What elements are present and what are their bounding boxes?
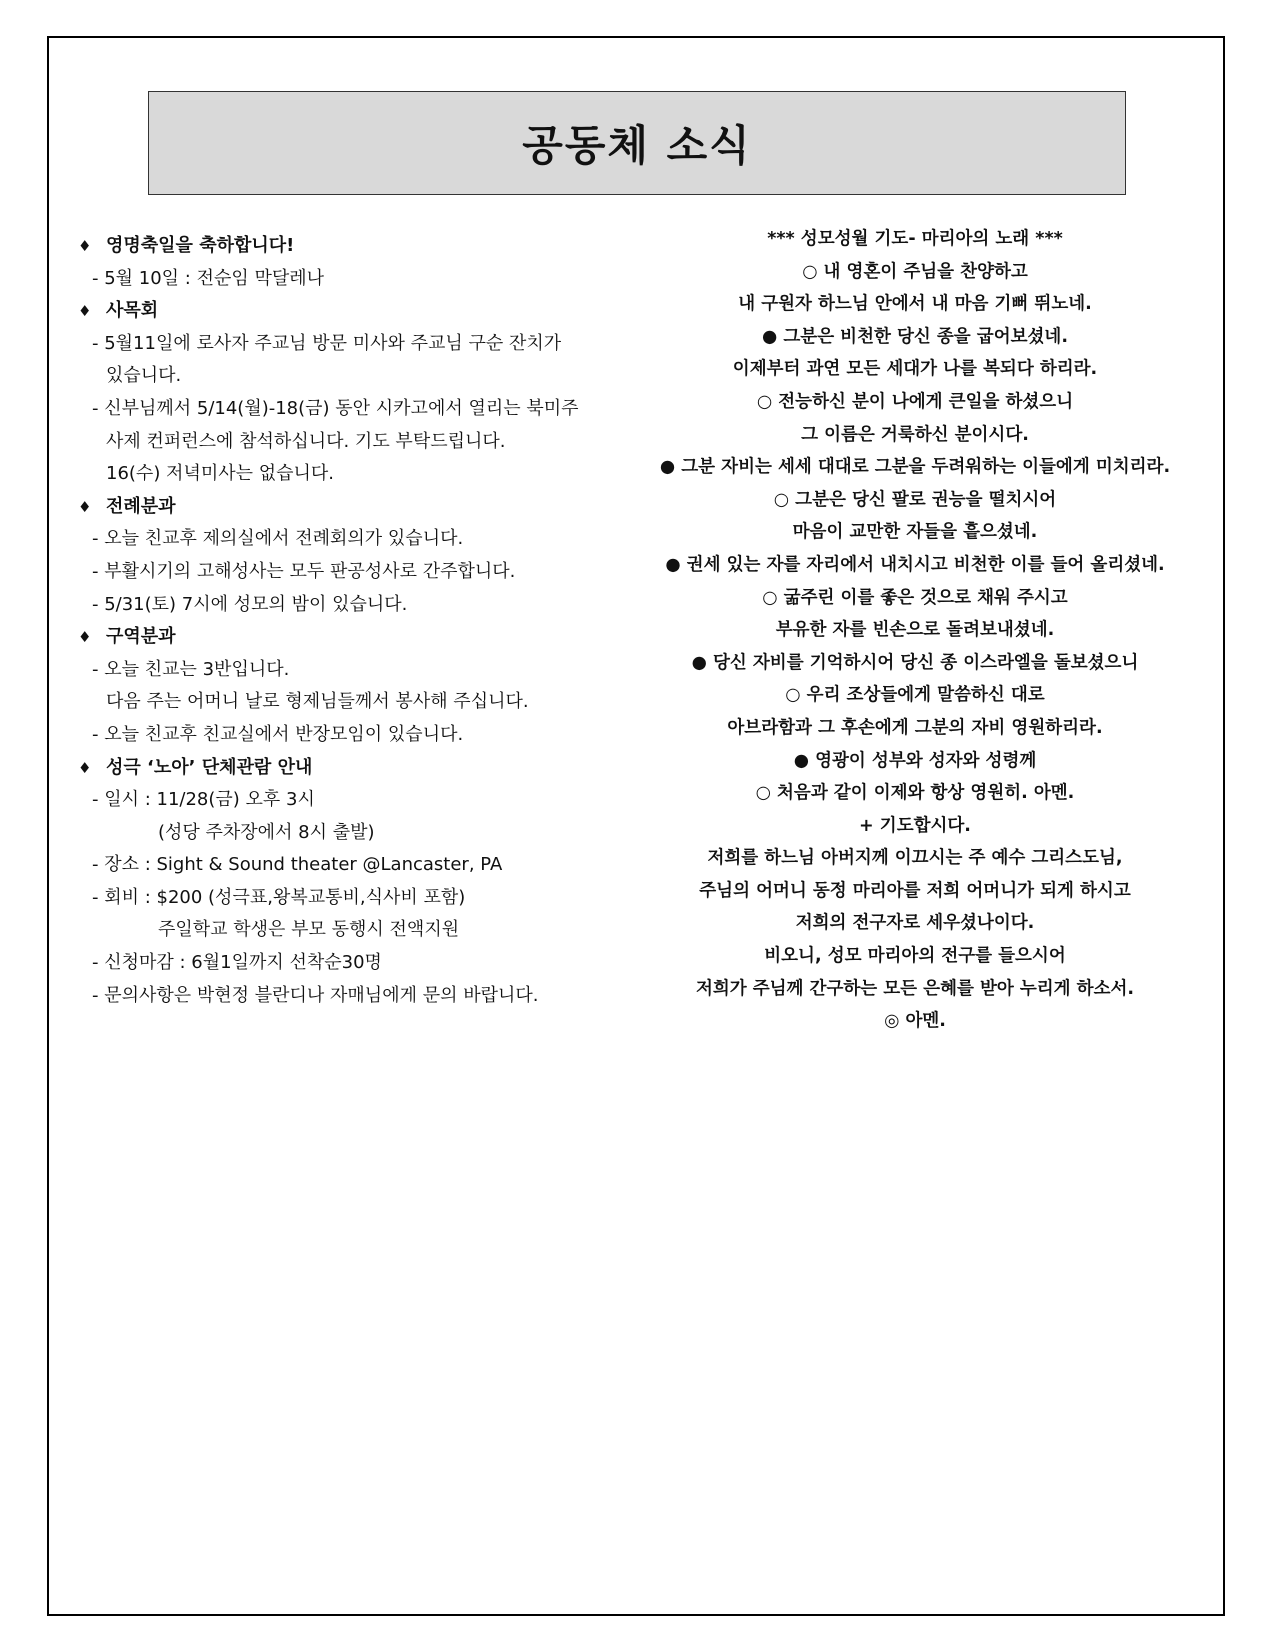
list-item: - 신부님께서 5/14(월)-18(금) 동안 시카고에서 열리는 북미주 (92, 397, 579, 419)
list-item: - 5월11일에 로사자 주교님 방문 미사와 주교님 구순 잔치가 (92, 332, 562, 354)
prayer-line: ○ 내 영혼이 주님을 찬양하고 (802, 261, 1028, 282)
diamond-bullet-icon: ♦ (78, 758, 92, 777)
list-item-continuation: 주일학교 학생은 부모 동행시 전액지원 (158, 919, 460, 941)
list-item-continuation: 다음 주는 어머니 날로 형제님들께서 봉사해 주십니다. (106, 691, 529, 713)
prayer-line: ○ 처음과 같이 이제와 항상 영원히. 아멘. (755, 783, 1075, 804)
prayer-line: 내 구원자 하느님 안에서 내 마음 기뻐 뛰노네. (738, 294, 1092, 315)
list-item: - 오늘 친교후 제의실에서 전례회의가 있습니다. (92, 528, 464, 550)
list-item: - 문의사항은 박현정 블란디나 자매님에게 문의 바랍니다. (92, 984, 539, 1006)
prayer-line: 저희의 전구자로 세우셨나이다. (795, 913, 1035, 934)
title-banner (148, 91, 1126, 195)
page-title: 공동체 소식 (522, 121, 752, 170)
list-item-continuation: 있습니다. (106, 365, 182, 387)
diamond-bullet-icon: ♦ (78, 237, 92, 255)
prayer-line: 저희를 하느님 아버지께 이끄시는 주 예수 그리스도님, (707, 848, 1123, 869)
prayer-line: 주님의 어머니 동정 마리아를 저희 어머니가 되게 하시고 (699, 880, 1131, 901)
list-item: - 오늘 친교는 3반입니다. (92, 658, 290, 680)
prayer-line: ◎ 아멘. (884, 1011, 946, 1032)
list-item: - 장소 : Sight & Sound theater @Lancaster, PA (92, 854, 503, 876)
list-item-continuation: 16(수) 저녁미사는 없습니다. (106, 463, 334, 485)
prayer-line: 이제부터 과연 모든 세대가 나를 복되다 하리라. (732, 359, 1098, 380)
list-item: - 신청마감 : 6월1일까지 선착순30명 (92, 952, 382, 974)
prayer-line: 저희가 주님께 간구하는 모든 은혜를 받아 누리게 하소서. (695, 978, 1135, 999)
prayer-line: ● 권세 있는 자를 자리에서 내치시고 비천한 이를 들어 올리셨네. (665, 554, 1165, 575)
news-column (78, 230, 638, 1012)
diamond-bullet-icon: ♦ (78, 628, 92, 647)
prayer-line: 그 이름은 거룩하신 분이시다. (801, 424, 1029, 445)
section-title: 전례분과 (106, 495, 176, 517)
section-title: 성극 ‘노아’ 단체관람 안내 (106, 756, 313, 778)
prayer-title: *** 성모성월 기도- 마리아의 노래 *** (767, 229, 1063, 249)
list-item: - 부활시기의 고해성사는 모두 판공성사로 간주합니다. (92, 560, 516, 582)
prayer-line: 부유한 자를 빈손으로 돌려보내셨네. (775, 620, 1055, 641)
list-item: - 회비 : $200 (성극표,왕복교통비,식사비 포함) (92, 886, 466, 908)
section-heading-district (78, 621, 638, 654)
prayer-line: ● 당신 자비를 기억하시어 당신 종 이스라엘을 돌보셨으니 (691, 652, 1139, 673)
prayer-line: ● 그분 자비는 세세 대대로 그분을 두려워하는 이들에게 미치리라. (659, 457, 1171, 478)
section-title: 사목회 (106, 300, 159, 322)
list-item: - 오늘 친교후 친교실에서 반장모임이 있습니다. (92, 723, 464, 745)
list-item-continuation: (성당 주차장에서 8시 출발) (158, 821, 375, 843)
prayer-column (630, 223, 1200, 1038)
diamond-bullet-icon: ♦ (78, 497, 92, 516)
list-item-continuation: 사제 컨퍼런스에 참석하십니다. 기도 부탁드립니다. (106, 430, 506, 452)
section-heading-play-viewing (78, 752, 638, 785)
prayer-line: 아브라함과 그 후손에게 그분의 자비 영원하리라. (727, 717, 1103, 738)
prayer-line: ○ 전능하신 분이 나에게 큰일을 하셨으니 (756, 391, 1074, 412)
prayer-line: 비오니, 성모 마리아의 전구를 들으시어 (764, 946, 1066, 967)
section-heading-liturgy (78, 491, 638, 524)
prayer-line: ○ 굶주린 이를 좋은 것으로 채워 주시고 (762, 587, 1068, 608)
prayer-line: ○ 우리 조상들에게 말씀하신 대로 (785, 685, 1045, 706)
section-title: 영명축일을 축하합니다! (106, 235, 295, 256)
section-heading-feast-day (78, 230, 638, 263)
section-heading-pastoral-council (78, 295, 638, 328)
prayer-line: + 기도합시다. (859, 815, 971, 836)
list-item: - 일시 : 11/28(금) 오후 3시 (92, 789, 315, 811)
list-item: - 5월 10일 : 전순임 막달레나 (92, 267, 325, 289)
prayer-line: ○ 그분은 당신 팔로 권능을 떨치시어 (773, 489, 1057, 510)
prayer-line: ● 영광이 성부와 성자와 성령께 (793, 750, 1037, 771)
list-item: - 5/31(토) 7시에 성모의 밤이 있습니다. (92, 593, 408, 615)
section-title: 구역분과 (106, 626, 176, 648)
diamond-bullet-icon: ♦ (78, 302, 92, 321)
prayer-line: ● 그분은 비천한 당신 종을 굽어보셨네. (762, 326, 1068, 347)
prayer-line: 마음이 교만한 자들을 흩으셨네. (792, 522, 1038, 543)
